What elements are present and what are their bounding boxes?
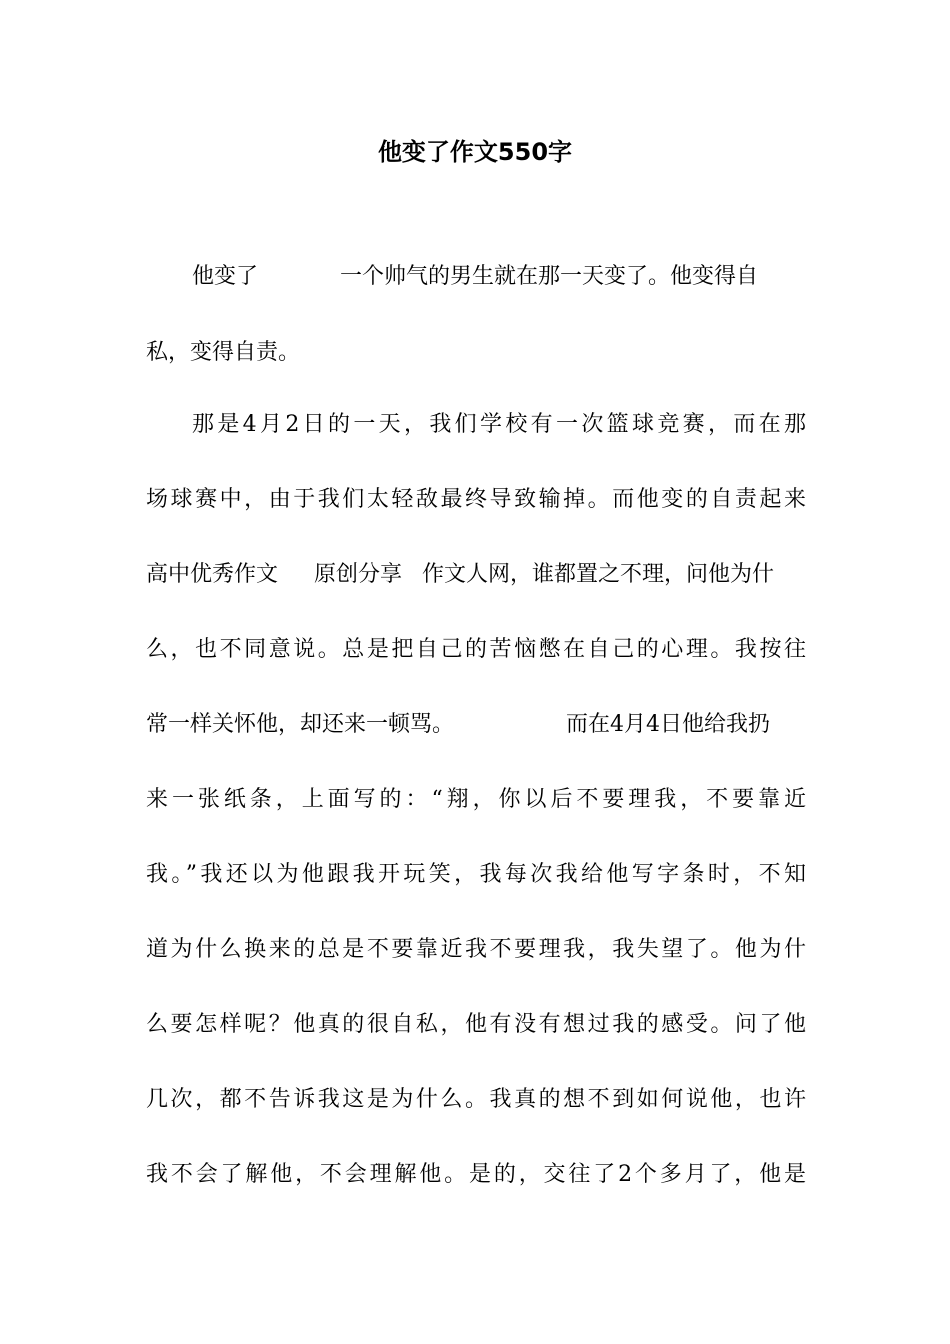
paragraph-line: 场球赛中，由于我们太轻敌最终导致输掉。而他变的自责起来: [146, 487, 806, 512]
paragraph-line: 私，变得自责。: [146, 340, 301, 365]
paragraph-line: 么要怎样呢？他真的很自私，他有没有想过我的感受。问了他: [146, 1012, 806, 1037]
paragraph-line: 我。”我还以为他跟我开玩笑，我每次我给他写字条时，不知: [146, 862, 806, 887]
paragraph-line: 那是4月2日的一天，我们学校有一次篮球竞赛，而在那: [192, 412, 806, 437]
paragraph-line: 我不会了解他，不会理解他。是的，交往了2个多月了，他是: [146, 1162, 806, 1187]
text-segment: 而在4月4日他给我扔: [566, 712, 770, 737]
text-segment: 他变了: [192, 264, 259, 289]
paragraph-line: [146, 705, 806, 745]
text-segment: 常一样关怀他，却还来一顿骂。: [146, 712, 455, 737]
paragraph-line: [146, 555, 806, 595]
paragraph-line: 几次，都不告诉我这是为什么。我真的想不到如何说他，也许: [146, 1087, 806, 1112]
text-segment: 高中优秀作文: [146, 562, 279, 587]
paragraph-line: [192, 257, 806, 297]
paragraph-line: 来一张纸条，上面写的：“翔，你以后不要理我，不要靠近: [146, 787, 806, 812]
text-segment: 一个帅气的男生就在那一天变了。他变得自: [340, 264, 759, 289]
paragraph-line: 道为什么换来的总是不要靠近我不要理我，我失望了。他为什: [146, 937, 806, 962]
text-segment: 作文人网，谁都置之不理，问他为什: [422, 562, 775, 587]
page-title: 他变了作文550字: [377, 138, 573, 166]
paragraph-line: 么，也不同意说。总是把自己的苦恼憋在自己的心理。我按往: [146, 637, 806, 662]
text-segment: 原创分享: [314, 562, 403, 587]
